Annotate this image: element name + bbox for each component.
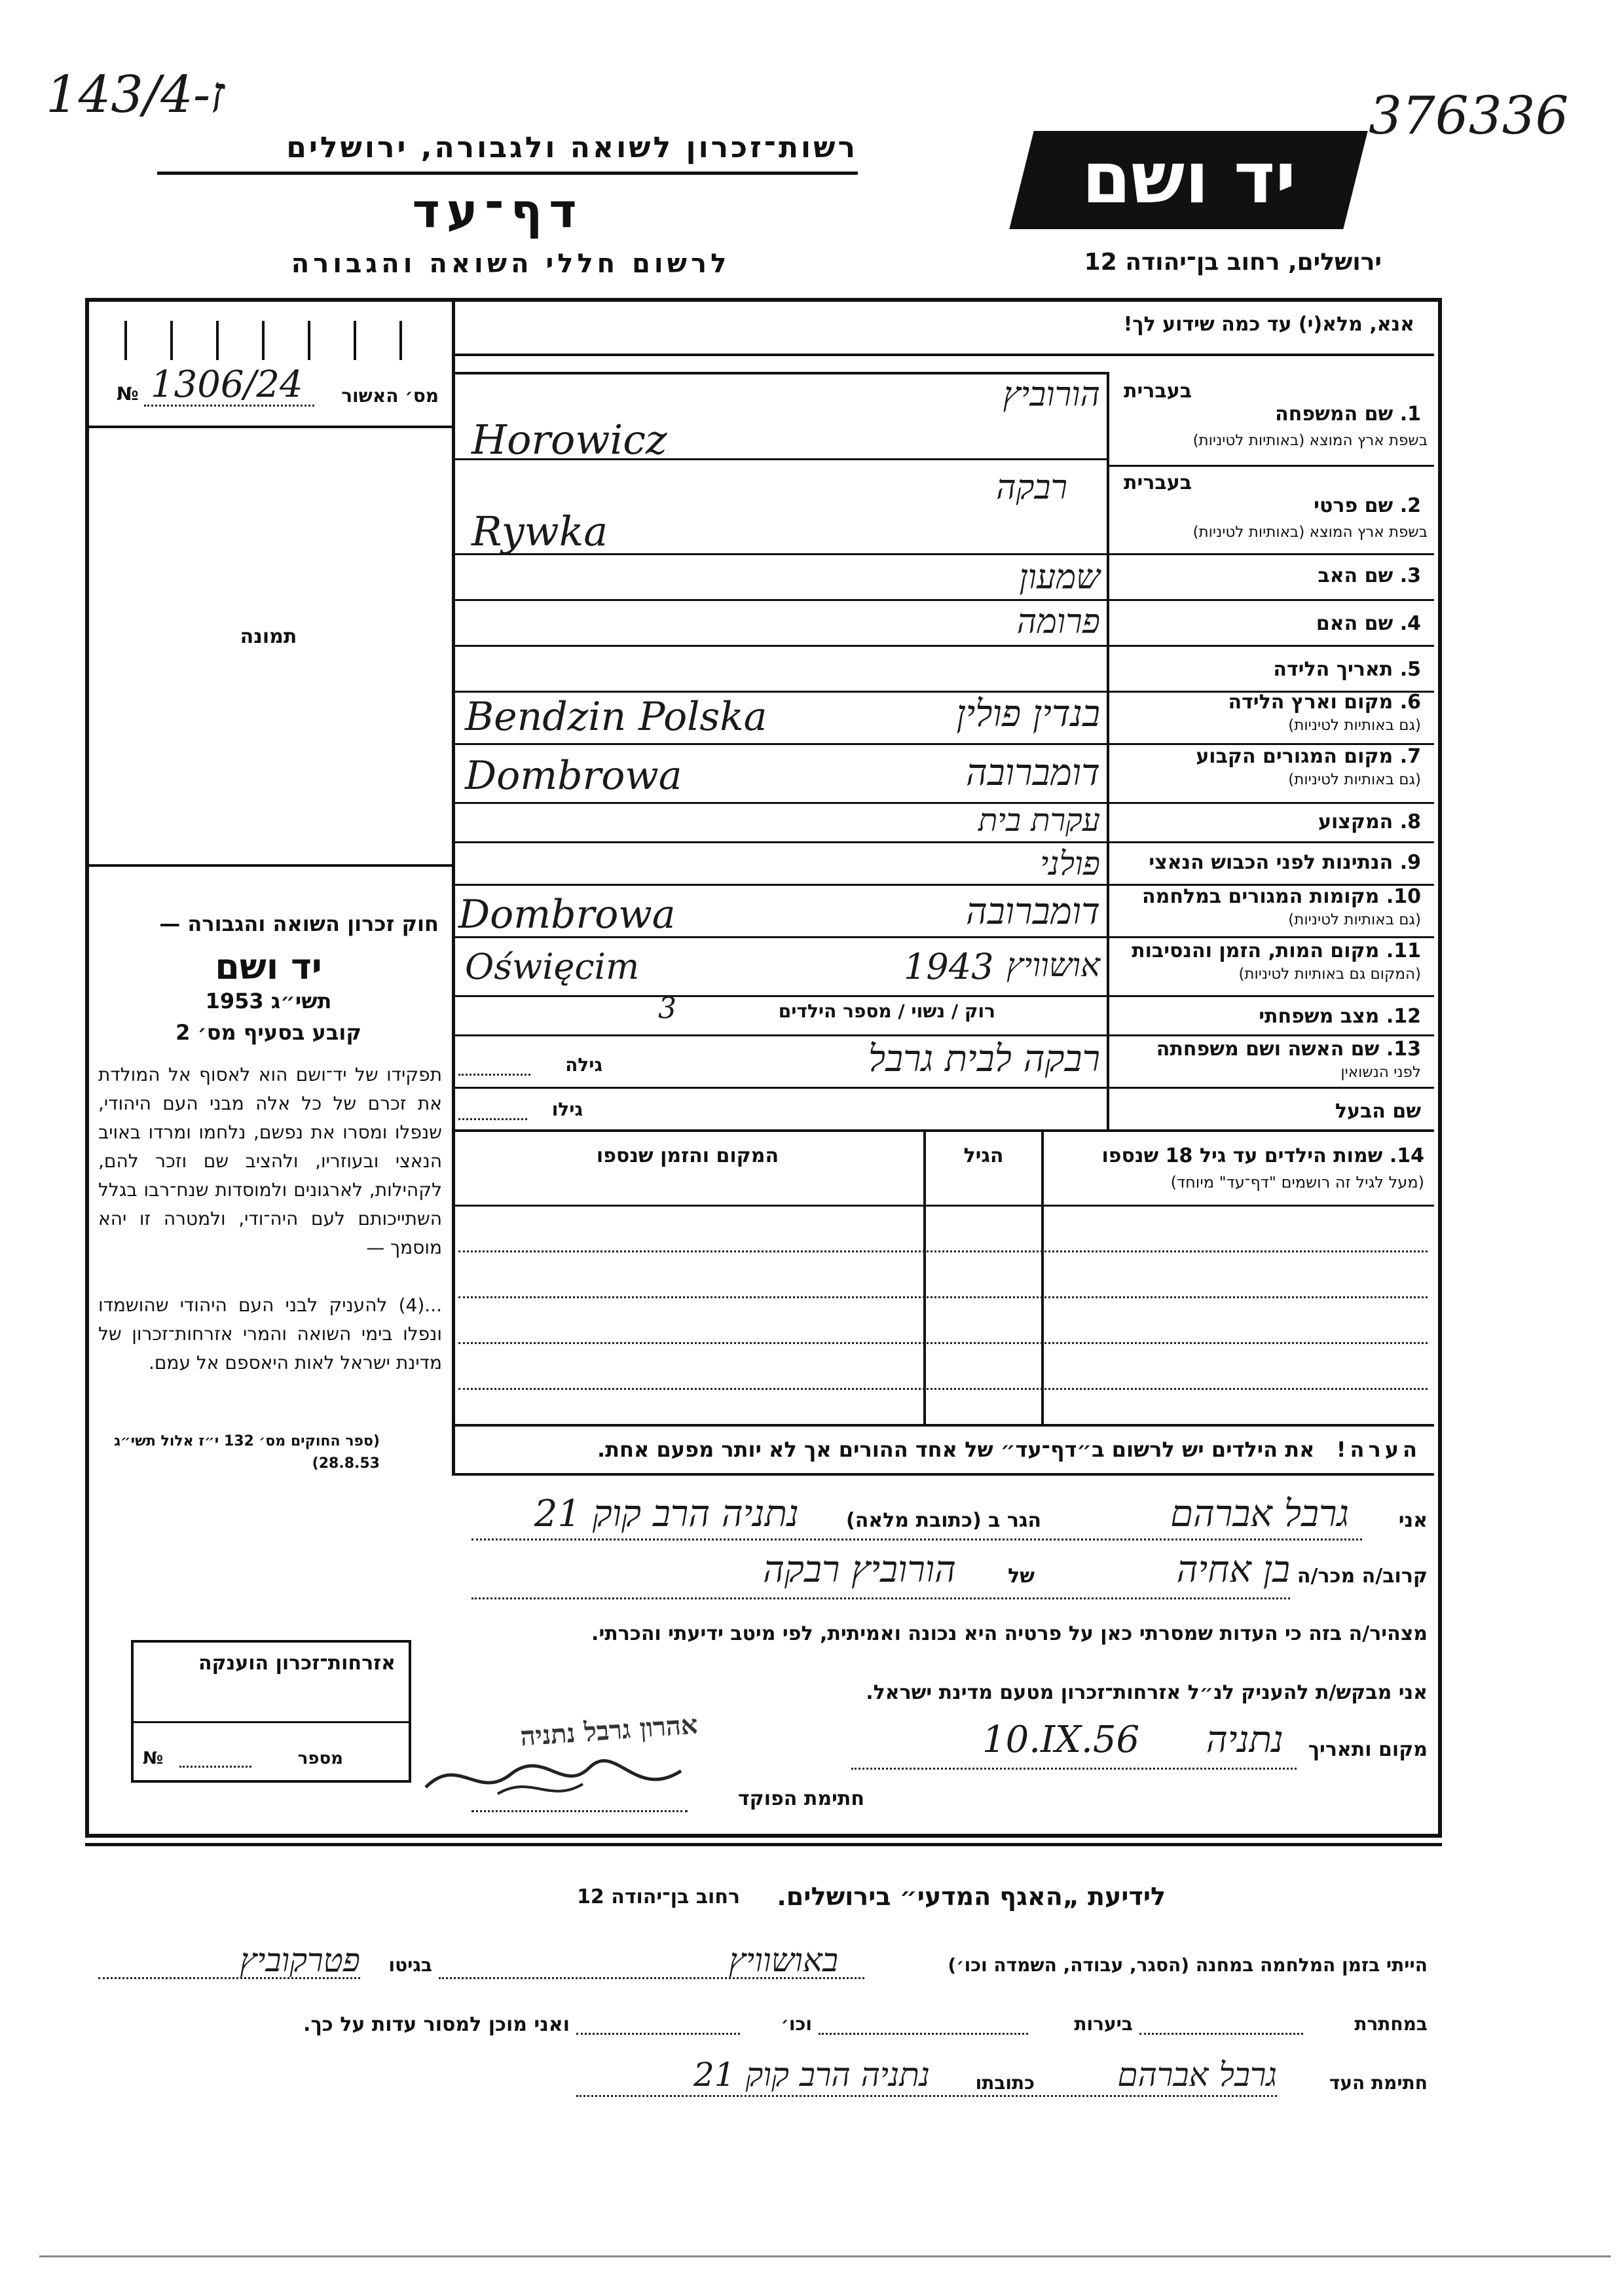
underground-dots <box>1139 2033 1303 2035</box>
forests-dots <box>819 2033 1028 2035</box>
place-date-label: מקום ותאריך <box>1308 1738 1428 1761</box>
children-table-note: (מעל לגיל זה רושמים "דף־עד" מיוחד) <box>1170 1173 1424 1192</box>
law-title: חוק זכרון השואה והגבורה — <box>159 911 439 936</box>
row-line <box>452 1034 1434 1036</box>
row-line <box>452 645 1434 647</box>
row-line <box>452 841 1434 843</box>
children-bottom-line <box>452 1424 1434 1427</box>
declarant-address: נתניה הרב קוק 21 <box>534 1493 799 1535</box>
field-13-age-label: גילה <box>565 1054 602 1076</box>
field-8-label: 8. המקצוע <box>1318 811 1421 833</box>
law-year: תשי״ג 1953 <box>205 989 332 1013</box>
confirm-number-label: מס׳ האשור <box>341 385 439 407</box>
field-6-label: 6. מקום וארץ הלידה <box>1228 691 1421 714</box>
field-10-label: 10. מקומות המגורים במלחמה <box>1142 885 1421 908</box>
intro-line: אנא, מלא(י) עד כמה שידוע לך! <box>1123 313 1414 336</box>
field-8-value: עקרת בית <box>978 802 1100 839</box>
children-col-age: הגיל <box>963 1144 1004 1167</box>
citizenship-number-sign: № <box>143 1749 164 1768</box>
field-2-hebrew-tag: בעברית <box>1124 471 1192 494</box>
children-col-divider <box>1041 1132 1044 1427</box>
field-9-label: 9. הנתינות לפני הכבוש הנאצי <box>1149 851 1421 874</box>
field-6-value-latin: Bendzin Polska <box>465 694 767 740</box>
scientific-address: רחוב בן־יהודה 12 <box>577 1886 740 1908</box>
field-1-label: 1. שם המשפחה <box>1275 403 1421 426</box>
field-11-value-latin: Oświęcim <box>465 946 640 987</box>
field-12-options: רוק / נשוי / מספר הילדים <box>778 1000 995 1022</box>
row-line <box>1109 465 1434 467</box>
note-body: את הילדים יש לרשום ב״דף־עד״ של אחד ההורים אך לא יותר מפעם אחת. <box>597 1437 1315 1462</box>
law-text-2: ...(4) להעניק לבני העם היהודי שהושמדו ונפלו בימי השואה והמרי אזרחות־זכרון של מדינת ישראל לאות היאספם אל עמם. <box>98 1294 442 1374</box>
scientific-line2-d: ואני מוכן למסור עדות על כך. <box>303 2013 570 2036</box>
place-value: נתניה <box>1206 1719 1283 1761</box>
archive-number-handwritten: 143/ז-4 <box>46 65 225 124</box>
field-11-label: 11. מקום המות, הזמן והנסיבות <box>1132 939 1421 962</box>
field-2-value-hebrew: רבקה <box>996 468 1067 507</box>
field-10-value-latin: Dombrowa <box>458 892 676 938</box>
confirm-number-value: 1306/24 <box>151 363 303 406</box>
children-row <box>458 1342 1428 1344</box>
section-separator <box>85 1843 1442 1846</box>
photo-label: תמונה <box>240 625 297 648</box>
scientific-title: לידיעת „האגף המדעי״ בירושלים. <box>777 1882 1166 1911</box>
field-11-sub: (המקום גם באותיות לטיניות) <box>1238 966 1421 983</box>
field-1-hebrew-tag: בעברית <box>1124 380 1192 403</box>
scientific-line1-b: בגיטו <box>388 1954 432 1976</box>
field-7-value-hebrew: דומברובה <box>965 752 1100 794</box>
signature-dots <box>471 1810 688 1812</box>
camp-name: באושוויץ <box>728 1941 838 1979</box>
citizenship-box <box>131 1640 411 1783</box>
declaration-request: אני מבקש/ת להעניק לנ״ל אזרחות־זכרון מטעם מדינת ישראל. <box>866 1681 1428 1704</box>
page-bottom-line <box>39 2255 1611 2257</box>
ghetto-dots <box>98 1977 360 1979</box>
row-line <box>452 995 1434 997</box>
law-clause: קובע בסעיף מס׳ 2 <box>175 1020 361 1045</box>
field-1-value-hebrew: הורוביץ <box>1003 375 1100 414</box>
declaration-lives-at: הגר ב (כתובת מלאה) <box>845 1509 1041 1532</box>
field-6-sub: (גם באותיות לטיניות) <box>1288 717 1421 734</box>
law-name: יד ושם <box>215 946 322 987</box>
institution-underline <box>157 172 858 175</box>
serial-number-handwritten: 376336 <box>1369 85 1569 146</box>
husband-age-label: גילו <box>551 1099 583 1120</box>
field-13-age-dots <box>458 1074 530 1076</box>
ghetto-name: פטרקוביץ <box>240 1941 360 1979</box>
note-label: הערה! <box>1336 1437 1421 1462</box>
relation-value: בן אחיה <box>1176 1548 1290 1591</box>
row-line <box>452 599 1434 601</box>
field-7-sub: (גם באותיות לטיניות) <box>1288 771 1421 788</box>
citizenship-box-title: אזרחות־זכרון הוענקה <box>198 1652 396 1675</box>
declaration-dots <box>471 1539 1362 1540</box>
row-line <box>452 372 1109 374</box>
field-2-value-latin: Rywka <box>471 507 608 555</box>
relation-dots <box>471 1597 1290 1599</box>
field-3-value: שמעון <box>1019 558 1100 597</box>
etc-dots <box>576 2033 740 2035</box>
logo-text: יד ושם <box>1082 137 1297 219</box>
field-13-label: 13. שם האשה ושם משפחתה <box>1156 1038 1421 1061</box>
citizenship-box-number: מספר <box>297 1749 343 1768</box>
field-12-children-count: 3 <box>658 992 676 1025</box>
children-table-title: 14. שמות הילדים עד גיל 18 שנספו <box>1101 1144 1424 1167</box>
witness-dots <box>576 2095 1277 2097</box>
witness-signature-label: חתימת העד <box>1329 2072 1428 2094</box>
scientific-line2-a: במחתרת <box>1354 2013 1428 2035</box>
of-label: של <box>1008 1565 1035 1588</box>
law-source: (ספר החוקים מס׳ 132 י״ז אלול תשי״ג 28.8.53) <box>114 1433 380 1472</box>
note-text <box>458 1437 1421 1462</box>
camp-dots <box>439 1977 864 1979</box>
witness-address-label: כתובתו <box>975 2072 1035 2094</box>
note-line <box>452 1473 1434 1476</box>
children-col-place: המקום והזמן שנספו <box>596 1144 779 1167</box>
row-line <box>452 1129 1434 1132</box>
address: ירושלים, רחוב בן־יהודה 12 <box>1084 249 1382 276</box>
field-6-value-hebrew: בנדין פולין <box>956 693 1100 735</box>
children-row <box>458 1388 1428 1390</box>
intro-row-line <box>452 354 1434 356</box>
photo-box-line <box>89 864 452 867</box>
number-sign: № <box>117 383 139 405</box>
witness-address: נתניה הרב קוק 21 <box>693 2056 930 2094</box>
confirm-box-line <box>89 426 452 428</box>
place-date-dots <box>851 1768 1297 1770</box>
children-row <box>458 1296 1428 1298</box>
field-2-label: 2. שם פרטי <box>1314 494 1421 517</box>
field-4-value: פרומה <box>1016 602 1100 642</box>
field-7-value-latin: Dombrowa <box>465 753 682 799</box>
field-13-value: רבקה לבית גרבל <box>868 1038 1100 1080</box>
value-left-border <box>452 372 454 1131</box>
field-12-label: 12. מצב משפחתי <box>1259 1005 1421 1028</box>
date-value: 10.IX.56 <box>982 1719 1140 1761</box>
signature-scribble <box>419 1748 694 1807</box>
field-4-label: 4. שם האם <box>1316 612 1421 635</box>
relative-label: קרוב/ה מכר/ה <box>1297 1565 1428 1588</box>
row-line <box>452 1087 1434 1089</box>
scientific-line2-b: ביערות <box>1074 2013 1133 2035</box>
confirm-dots <box>144 405 314 407</box>
signature-label: חתימת הפוקד <box>738 1787 864 1810</box>
husband-label: שם הבעל <box>1335 1100 1421 1123</box>
yad-vashem-logo <box>1009 131 1367 229</box>
form-subtitle: לרשום חללי השואה והגבורה <box>291 249 731 279</box>
declaration-ani: אני <box>1398 1509 1428 1532</box>
field-11-value-hebrew: אושוויץ <box>1006 946 1100 984</box>
field-2-sub: בשפת ארץ המוצא (באותיות לטיניות) <box>1192 524 1428 541</box>
children-row <box>458 1250 1428 1252</box>
field-10-value-hebrew: דומברובה <box>965 890 1100 933</box>
field-11-value-year: 1943 <box>904 946 994 987</box>
declaration-statement: מצהיר/ה בזה כי העדות שמסרתי כאן על פרטיה היא נכונה ואמיתית, לפי מיטב ידיעתי והכרתי. <box>591 1622 1428 1645</box>
children-col-divider <box>923 1132 926 1427</box>
field-5-label: 5. תאריך הלידה <box>1273 658 1421 681</box>
children-header-line <box>452 1205 1434 1207</box>
declarant-name: גרבל אברהם <box>1170 1493 1349 1535</box>
institution-name: רשות־זכרון לשואה ולגבורה, ירושלים <box>286 131 858 164</box>
deceased-name: הורוביץ רבקה <box>763 1548 956 1591</box>
field-7-label: 7. מקום המגורים הקבוע <box>1196 745 1421 768</box>
witness-signature: גרבל אברהם <box>1117 2056 1277 2094</box>
label-column-divider <box>1107 372 1109 1131</box>
official-stamp: אהרון גרבל נתניה <box>519 1709 699 1753</box>
field-10-sub: (גם באותיות לטיניות) <box>1288 911 1421 928</box>
field-13-sub: לפני הנשואין <box>1340 1064 1421 1081</box>
field-1-sub: בשפת ארץ המוצא (באותיות לטיניות) <box>1192 432 1428 449</box>
field-1-value-latin: Horowicz <box>471 416 667 464</box>
scientific-line1-a: הייתי בזמן המלחמה במחנה (הסגר, עבודה, השמדה וכו׳) <box>948 1954 1428 1976</box>
field-9-value: פולני <box>1040 845 1100 883</box>
form-title: דף־עד <box>412 183 583 238</box>
law-text: תפקידו של יד־ושם הוא לאסוף אל המולדת את זכרם של כל אלה מבני העם היהודי, שנפלו ומסרו את נפשם, נלחמו ומרדו באויב הנאצי ובעוזריו, ולהציב שם וזכר להם, לקהילות, לארגונים ולמוסדות שנח־רבו בגלל השתייכותם לעם היה־ודי, ולמטרה זו יהא מוסמך — <box>98 1064 442 1258</box>
field-3-label: 3. שם האב <box>1318 564 1421 587</box>
husband-age-dots <box>458 1118 527 1120</box>
scientific-line2-c: וכו׳ <box>781 2013 812 2035</box>
